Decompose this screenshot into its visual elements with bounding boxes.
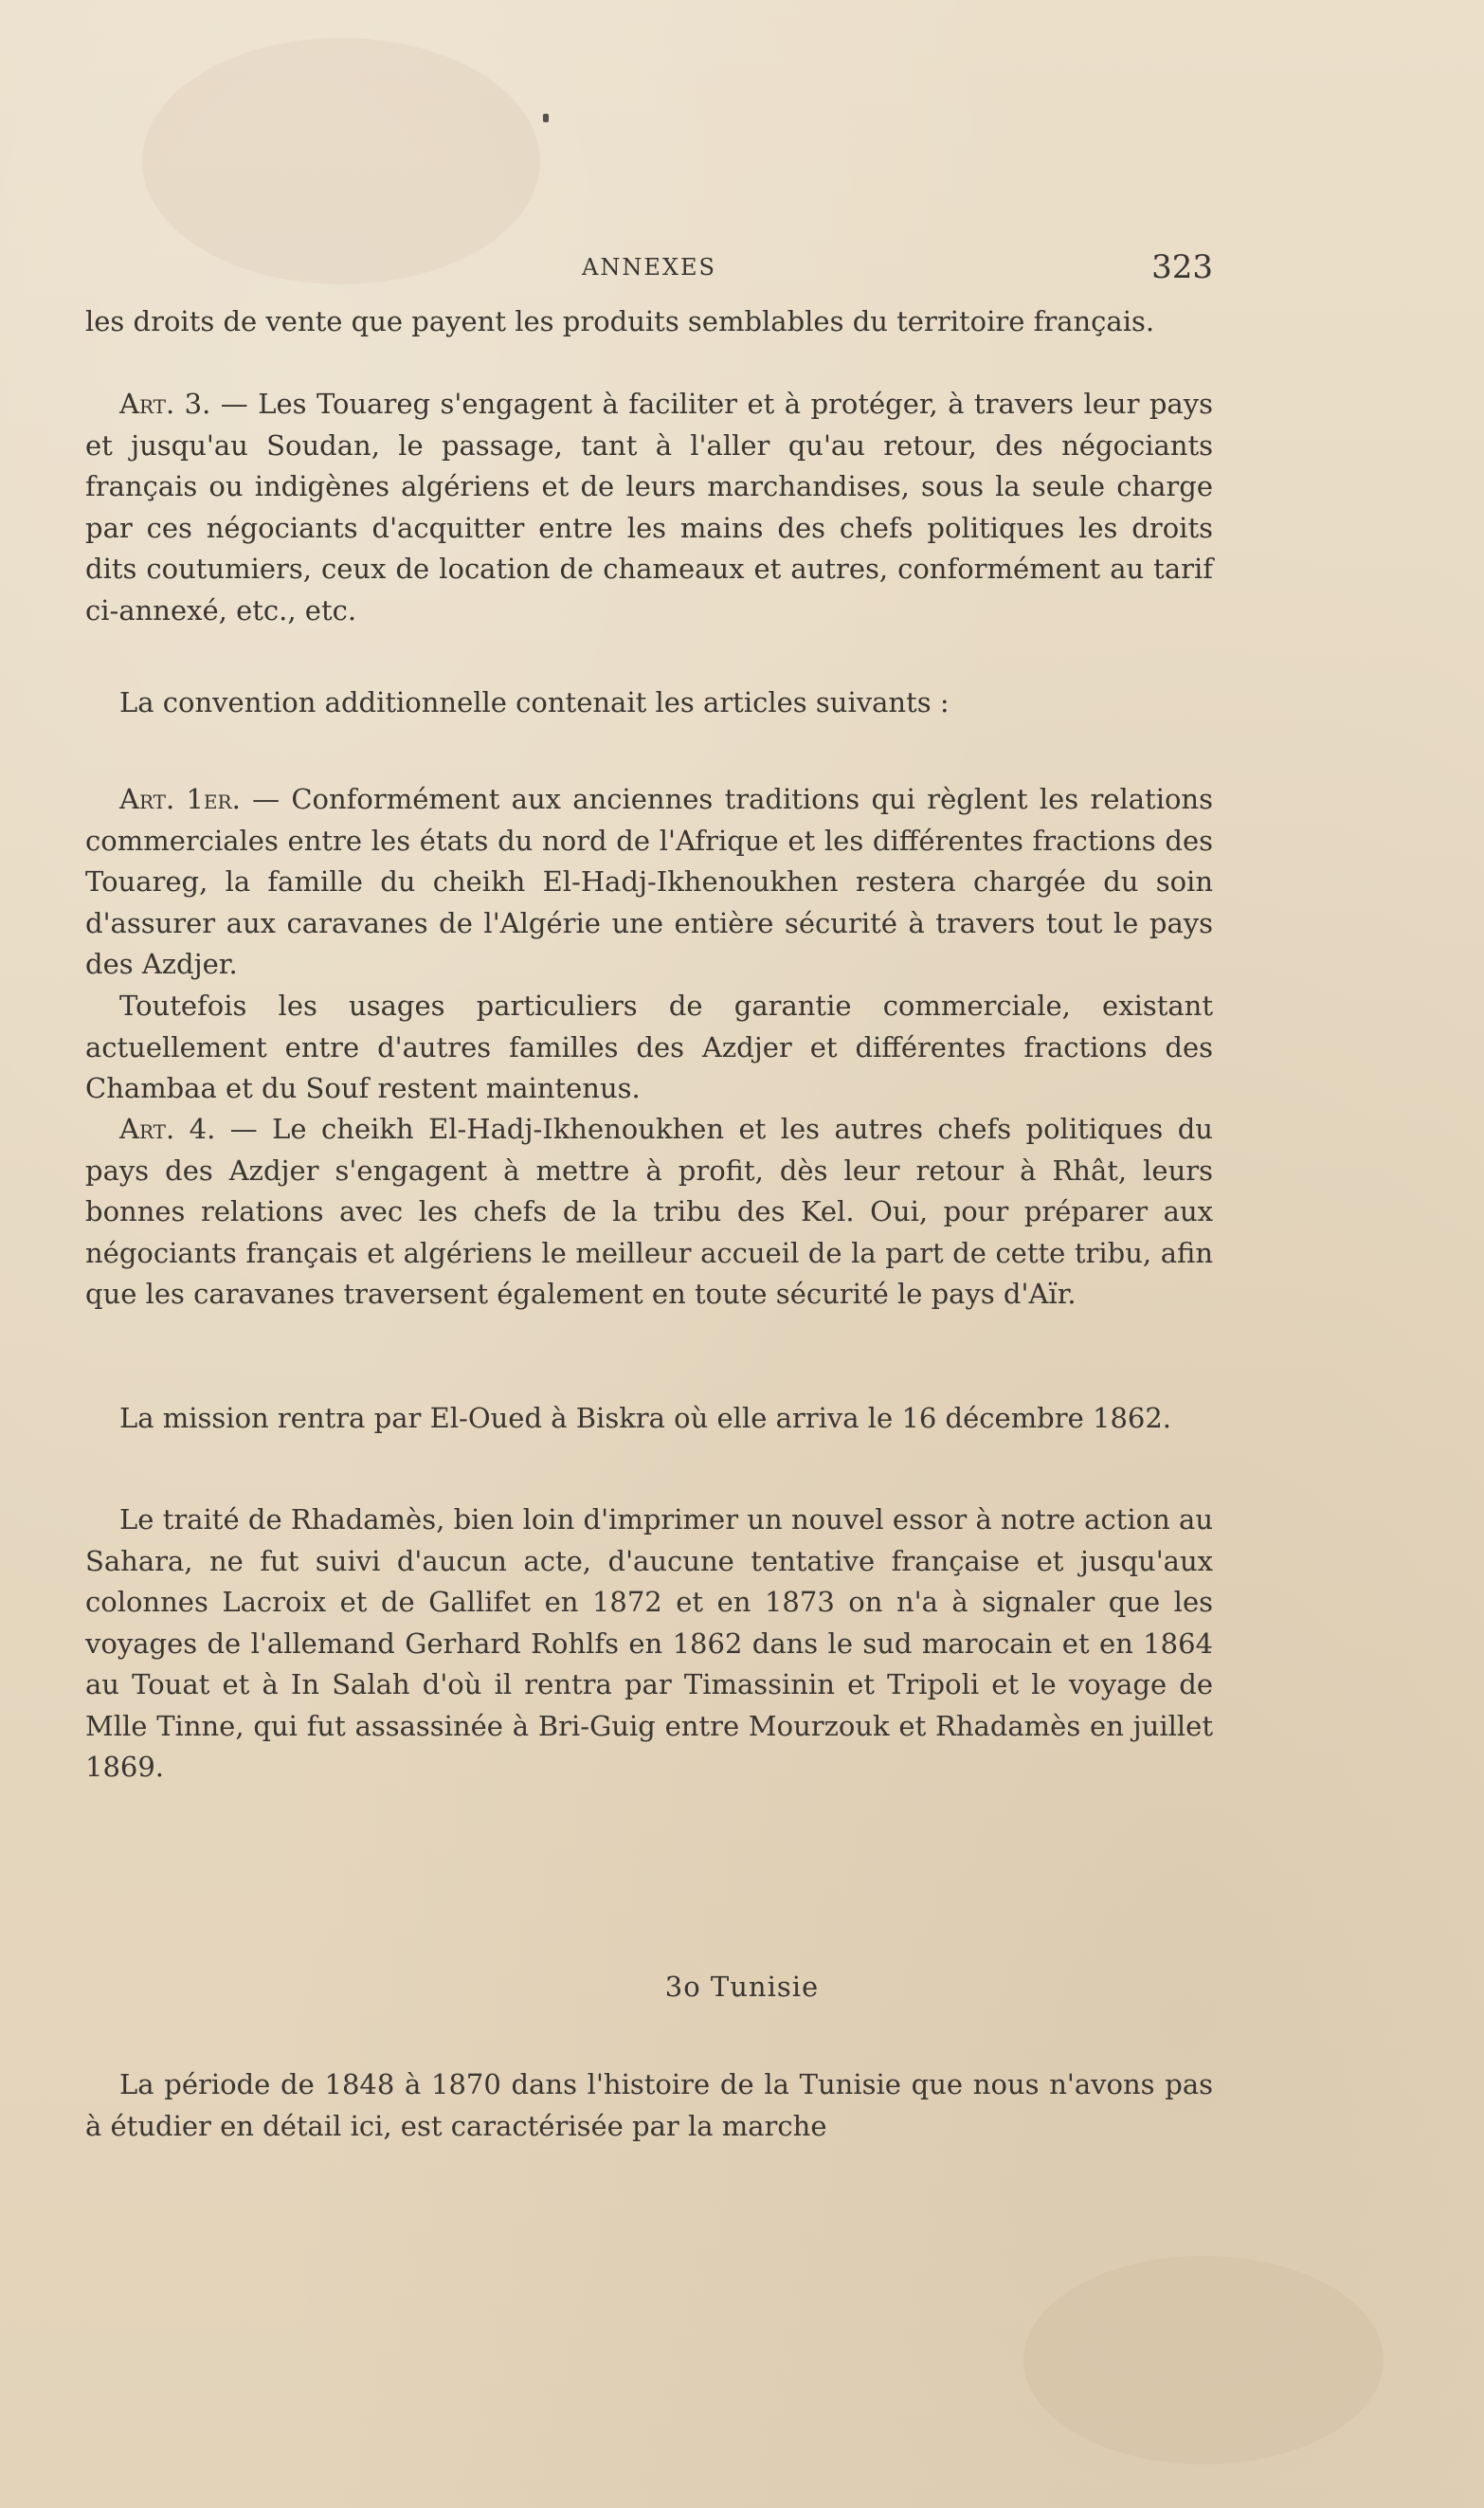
running-head: ANNEXES [582, 254, 716, 281]
paragraph-text: — Conformément aux anciennes traditions qui règlent les relations commerciales entre les états du nord de l'Afrique et les différentes fractions des Touareg, la famille du cheikh El-Hadj-Ikhenoukhen restera chargée du soin d'assurer aux caravanes de l'Algérie une entière sécurité à travers tout le pays des Azdjer. [85, 783, 1213, 980]
paragraph-text: La période de 1848 à 1870 dans l'histoire de la Tunisie que nous n'avons pas à étudier en détail ici, est caractérisée par la marche [85, 2068, 1213, 2142]
ink-mark [543, 114, 549, 122]
paragraph-article-4 [85, 1109, 1213, 1316]
article-label: Art. 3. [119, 388, 211, 420]
paragraph-convention [85, 682, 1213, 724]
paragraph-text: Toutefois les usages particuliers de garantie commerciale, existant actuellement entre d'autres familles des Azdjer et différentes fractions des Chambaa et du Souf restent maintenus. [85, 990, 1213, 1104]
paragraph-mission [85, 1398, 1213, 1440]
paragraph-continuation [85, 301, 1213, 343]
paragraph-text: Le traité de Rhadamès, bien loin d'imprimer un nouvel essor à notre action au Sahara, ne fut suivi d'aucun acte, d'aucune tentative française et jusqu'aux colonnes Lacroix et de Gallifet en 1872 et en 1873 on n'a à signaler que les voyages de l'allemand Gerhard Rohlfs en 1862 dans le sud marocain et en 1864 au Touat et à In Salah d'où il rentra par Timassinin et Tripoli et le voyage de Mlle Tinne, qui fut assassinée à Bri-Guig entre Mourzouk et Rhadamès en juillet 1869. [85, 1503, 1213, 1783]
paragraph-text: — Le cheikh El-Hadj-Ikhenoukhen et les autres chefs politiques du pays des Azdjer s'engagent à mettre à profit, dès leur retour à Rhât, leurs bonnes relations avec les chefs de la tribu des Kel. Oui, pour préparer aux négociants français et algériens le meilleur accueil de la part de cette tribu, afin que les caravanes traversent également en toute sécurité le pays d'Aïr. [85, 1113, 1213, 1310]
paragraph-periode [85, 2064, 1213, 2147]
section-heading: 3o Tunisie [664, 1971, 820, 2003]
paragraph-text: La mission rentra par El-Oued à Biskra où elle arriva le 16 décembre 1862. [119, 1402, 1172, 1434]
page-number: 323 [1151, 248, 1213, 286]
paragraph-text: — Les Touareg s'engagent à faciliter et à protéger, à travers leur pays et jusqu'au Soudan, le passage, tant à l'aller qu'au retour, des négociants français ou indigènes algériens et de leurs marchandises, sous la seule charge par ces négociants d'acquitter entre les mains des chefs politiques les droits dits coutumiers, ceux de location de chameaux et autres, conformément au tarif ci-annexé, etc., etc. [85, 388, 1213, 627]
paper-stain [142, 38, 540, 284]
paragraph-text: les droits de vente que payent les produits semblables du territoire français. [85, 305, 1155, 337]
paragraph-traite [85, 1499, 1213, 1789]
article-label: Art. 1er. [119, 783, 241, 815]
article-label: Art. 4. [119, 1113, 216, 1145]
page-header [85, 248, 1213, 286]
paragraph-toutefois [85, 986, 1213, 1110]
paragraph-article-3 [85, 384, 1213, 631]
paragraph-text: La convention additionnelle contenait les articles suivants : [119, 686, 950, 718]
paper-stain [1023, 2256, 1384, 2464]
paragraph-article-1 [85, 779, 1213, 986]
